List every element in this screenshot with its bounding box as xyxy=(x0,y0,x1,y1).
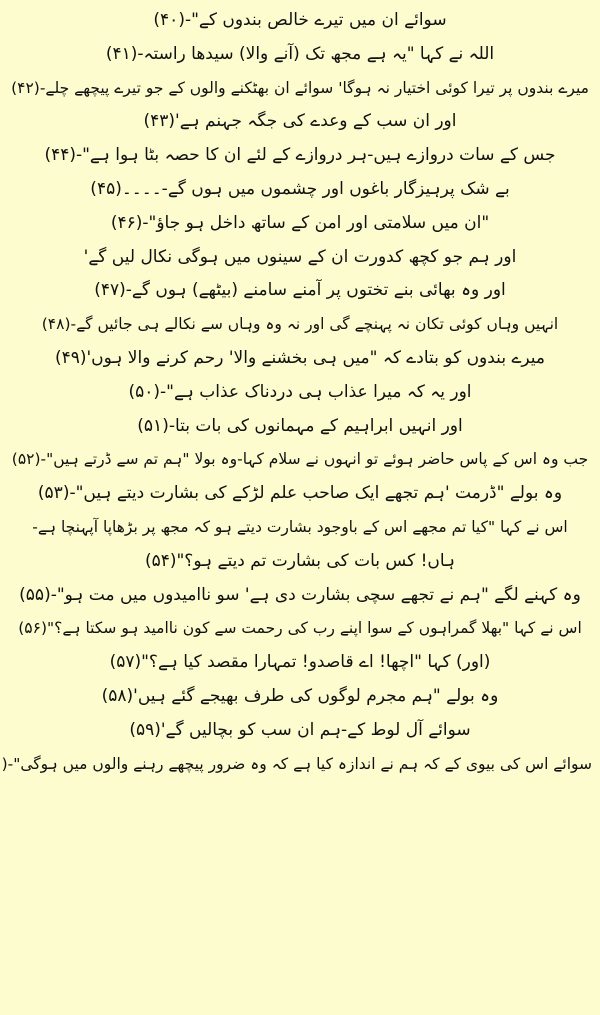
verse-line-57: (اور) کہا "اچھا! اے قاصدو! تمہارا مقصد کیا ہے؟"(۵۷) xyxy=(109,652,491,673)
verse-line-47b: اور وہ بھائی بنے تختوں پر آمنے سامنے (بیٹھے) ہوں گے-(۴۷) xyxy=(94,280,506,301)
verse-line-45: بے شک پرہیزگار باغوں اور چشموں میں ہوں گے-۔۔۔۔(۴۵) xyxy=(90,178,510,199)
verse-line-40: سوائے ان میں تیرے خالص بندوں کے"-(۴۰) xyxy=(153,10,447,30)
verse-line-49: میرے بندوں کو بتادے کہ "میں ہی بخشنے والا' رحم کرنے والا ہوں'(۴۹) xyxy=(54,347,546,368)
verse-line-54b: ہاں! کس بات کی بشارت تم دیتے ہو؟"(۵۴) xyxy=(144,550,456,571)
verse-line-59: سوائے آل لوط کے-ہم ان سب کو بچالیں گے'(۵۹) xyxy=(129,719,471,740)
verse-line-46: "ان میں سلامتی اور امن کے ساتھ داخل ہو جاؤ"-(۴۶) xyxy=(110,212,490,233)
verse-line-48: انہیں وہاں کوئی تکان نہ پہنچے گی اور نہ وہ وہاں سے نکالے ہی جائیں گے-(۴۸) xyxy=(41,315,559,334)
verse-line-55: وہ کہنے لگے "ہم نے تجھے سچی بشارت دی ہے' سو ناامیدوں میں مت ہو"-(۵۵) xyxy=(19,584,581,605)
verse-line-58: وہ بولے "ہم مجرم لوگوں کی طرف بھیجے گئے ہیں'(۵۸) xyxy=(101,685,499,706)
verse-line-43: اور ان سب کے وعدے کی جگہ جہنم ہے'(۴۳) xyxy=(143,111,457,132)
verse-line-56: اس نے کہا "بھلا گمراہوں کے سوا اپنے رب کی رحمت سے کون ناامید ہو سکتا ہے؟"(۵۶) xyxy=(18,619,582,638)
verse-line-53: وہ بولے "ڈرمت 'ہم تجھے ایک صاحب علم لڑکے کی بشارت دیتے ہیں"-(۵۳) xyxy=(37,483,563,504)
verse-line-60: سوائے اس کی بیوی کے کہ ہم نے اندازہ کیا ہے کہ وہ ضرور پیچھے رہنے والوں میں ہوگی"-( xyxy=(1,754,592,773)
verse-line-47a: اور ہم جو کچھ کدورت ان کے سینوں میں ہوگی نکال لیں گے' xyxy=(83,246,517,267)
verse-line-51: اور انہیں ابراہیم کے مہمانوں کی بات بتا-(۵۱) xyxy=(137,415,463,436)
verse-line-41: اللہ نے کہا "یہ ہے مجھ تک (آنے والا) سیدھا راستہ-(۴۱) xyxy=(105,43,495,64)
verse-line-50: اور یہ کہ میرا عذاب ہی دردناک عذاب ہے"-(۵۰) xyxy=(128,381,472,402)
verse-line-42: میرے بندوں پر تیرا کوئی اختیار نہ ہوگا' سوائے ان بھٹکنے والوں کے جو تیرے پیچھے چلے-(۴۲) xyxy=(11,78,589,97)
verse-line-44: جس کے سات دروازے ہیں-ہر دروازے کے لئے ان کا حصہ بٹا ہوا ہے"-(۴۴) xyxy=(44,145,556,166)
verse-line-52: جب وہ اس کے پاس حاضر ہوئے تو انہوں نے سلام کہا-وہ بولا "ہم تم سے ڈرتے ہیں"-(۵۲) xyxy=(11,450,589,469)
verse-line-54a: اس نے کہا "کیا تم مجھے اس کے باوجود بشارت دیتے ہو کہ مجھ پر بڑھاپا آپہنچا ہے- xyxy=(32,517,568,536)
